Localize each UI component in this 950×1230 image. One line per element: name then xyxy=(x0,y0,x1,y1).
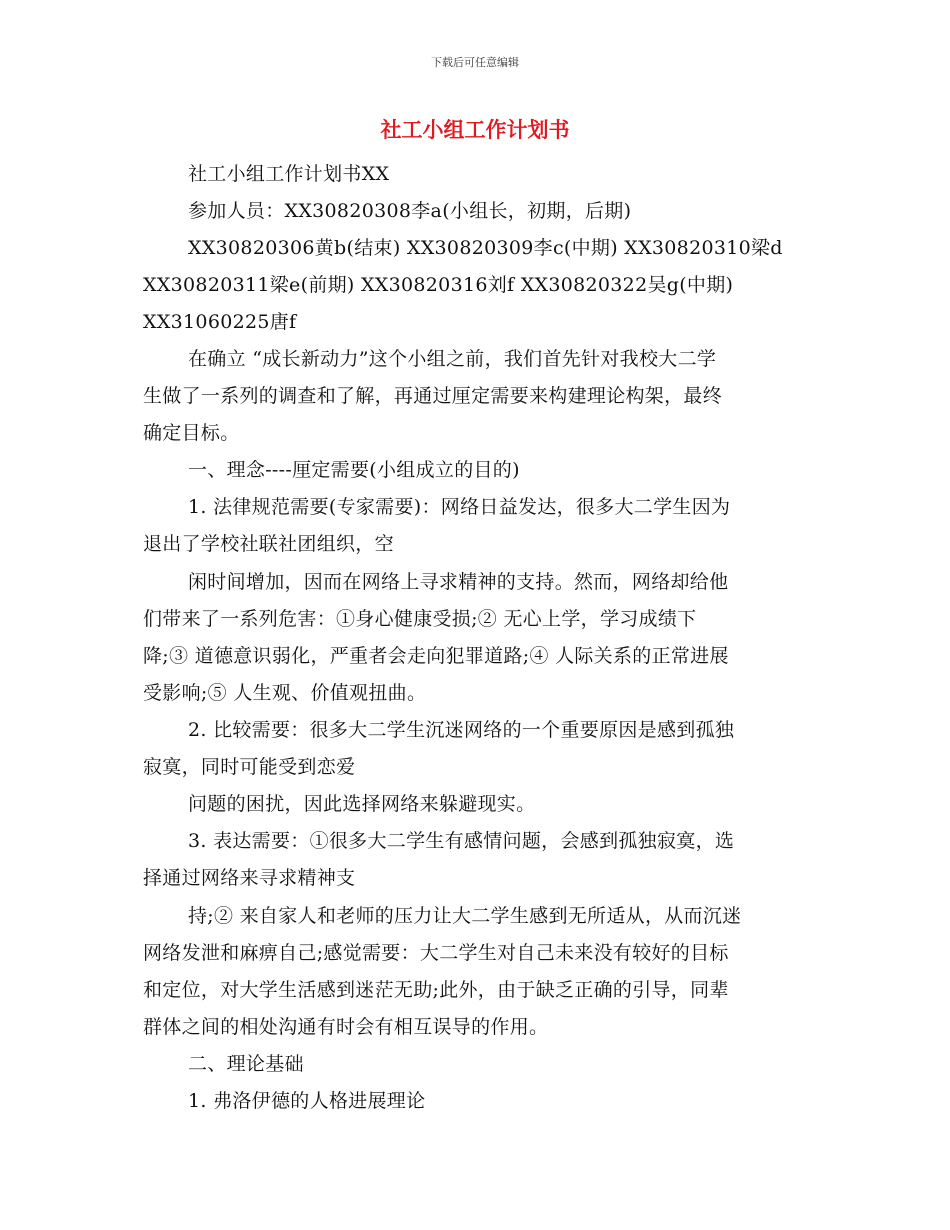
document-title: 社工小组工作计划书 xyxy=(380,118,570,142)
body-line: 3. 表达需要：①很多大二学生有感情问题，会感到孤独寂寞，选 xyxy=(188,830,735,852)
body-line: 择通过网络来寻求精神支 xyxy=(143,867,356,889)
body-line: 受影响;⑤ 人生观、价值观扭曲。 xyxy=(143,682,427,704)
body-line: 持;② 来自家人和老师的压力让大二学生感到无所适从，从而沉迷 xyxy=(188,905,742,927)
body-line: XX31060225唐f xyxy=(143,311,297,333)
body-line: 社工小组工作计划书XX xyxy=(188,163,390,185)
body-line: 网络发泄和麻痹自己;感觉需要：大二学生对自己未来没有较好的目标 xyxy=(143,942,729,964)
body-line: 参加人员：XX30820308李a(小组长，初期，后期) xyxy=(188,200,632,222)
header-note: 下载后可任意编辑 xyxy=(431,56,519,69)
body-line: 降;③ 道德意识弱化，严重者会走向犯罪道路;④ 人际关系的正常进展 xyxy=(143,645,729,667)
body-line: 闲时间增加，因而在网络上寻求精神的支持。然而，网络却给他 xyxy=(188,571,729,593)
body-line: 群体之间的相处沟通有时会有相互误导的作用。 xyxy=(143,1016,549,1038)
body-line: 问题的困扰，因此选择网络来躲避现实。 xyxy=(188,793,536,815)
body-line: 2. 比较需要：很多大二学生沉迷网络的一个重要原因是感到孤独 xyxy=(188,719,735,741)
body-line: 1. 弗洛伊德的人格进展理论 xyxy=(188,1090,426,1112)
body-line: 们带来了一系列危害：①身心健康受损;② 无心上学，学习成绩下 xyxy=(143,608,697,630)
section-heading: 一、理念----厘定需要(小组成立的目的) xyxy=(188,459,520,481)
body-line: 寂寞，同时可能受到恋爱 xyxy=(143,756,356,778)
body-line: 生做了一系列的调查和了解，再通过厘定需要来构建理论构架，最终 xyxy=(143,385,723,407)
section-heading: 二、理论基础 xyxy=(188,1053,304,1075)
body-line: XX30820306黄b(结束) XX30820309李c(中期) XX30820310梁d xyxy=(188,237,783,259)
body-line: 在确立 “成长新动力”这个小组之前，我们首先针对我校大二学 xyxy=(188,348,717,370)
body-line: 1. 法律规范需要(专家需要)：网络日益发达，很多大二学生因为 xyxy=(188,496,731,518)
body-line: 和定位，对大学生活感到迷茫无助;此外，由于缺乏正确的引导，同辈 xyxy=(143,979,729,1001)
body-line: 确定目标。 xyxy=(143,422,240,444)
body-line: XX30820311梁e(前期) XX30820316刘f XX30820322吴g(中期) xyxy=(143,274,734,296)
body-line: 退出了学校社联社团组织，空 xyxy=(143,533,394,555)
